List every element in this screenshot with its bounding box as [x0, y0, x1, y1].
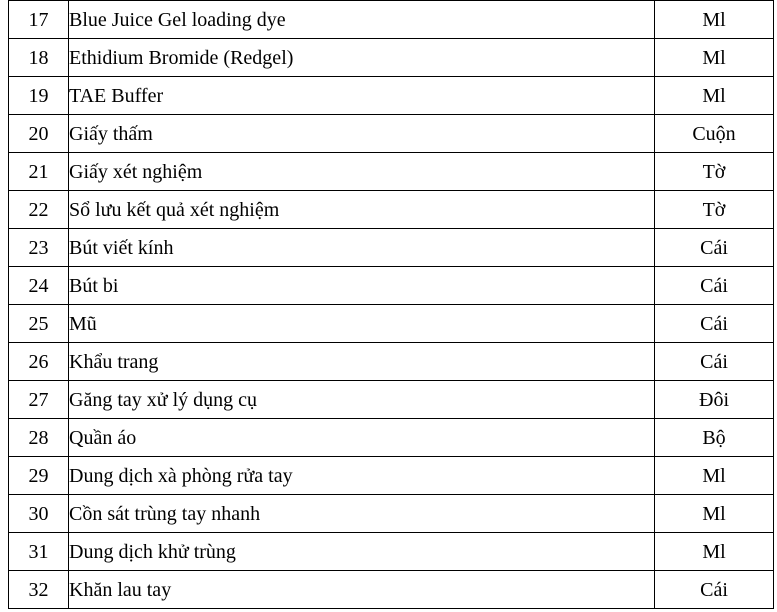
- item-name-cell: Găng tay xử lý dụng cụ: [69, 381, 655, 419]
- row-number-cell: 20: [9, 115, 69, 153]
- unit-cell: Cái: [655, 571, 774, 609]
- item-name-cell: Blue Juice Gel loading dye: [69, 1, 655, 39]
- unit-cell: Đôi: [655, 381, 774, 419]
- unit-cell: Ml: [655, 495, 774, 533]
- table-row: [9, 457, 774, 495]
- row-number-cell: 27: [9, 381, 69, 419]
- item-name-cell: Khẩu trang: [69, 343, 655, 381]
- unit-cell: Tờ: [655, 191, 774, 229]
- row-number-cell: 29: [9, 457, 69, 495]
- table-row: [9, 419, 774, 457]
- row-number-cell: 22: [9, 191, 69, 229]
- row-number-cell: 30: [9, 495, 69, 533]
- item-name-cell: Khăn lau tay: [69, 571, 655, 609]
- table-row: [9, 229, 774, 267]
- unit-cell: Cái: [655, 305, 774, 343]
- item-name-cell: Giấy thấm: [69, 115, 655, 153]
- item-name-cell: Quần áo: [69, 419, 655, 457]
- row-number-cell: 17: [9, 1, 69, 39]
- row-number-cell: 28: [9, 419, 69, 457]
- row-number-cell: 24: [9, 267, 69, 305]
- unit-cell: Ml: [655, 1, 774, 39]
- table-row: [9, 533, 774, 571]
- item-name-cell: Cồn sát trùng tay nhanh: [69, 495, 655, 533]
- row-number-cell: 26: [9, 343, 69, 381]
- row-number-cell: 18: [9, 39, 69, 77]
- supplies-table-body: [9, 1, 774, 609]
- row-number-cell: 21: [9, 153, 69, 191]
- supplies-table: [8, 0, 774, 609]
- item-name-cell: TAE Buffer: [69, 77, 655, 115]
- item-name-cell: Sổ lưu kết quả xét nghiệm: [69, 191, 655, 229]
- table-row: [9, 267, 774, 305]
- item-name-cell: Bút bi: [69, 267, 655, 305]
- table-row: [9, 191, 774, 229]
- table-row: [9, 343, 774, 381]
- row-number-cell: 19: [9, 77, 69, 115]
- row-number-cell: 25: [9, 305, 69, 343]
- unit-cell: Cái: [655, 229, 774, 267]
- table-row: [9, 571, 774, 609]
- unit-cell: Cuộn: [655, 115, 774, 153]
- item-name-cell: Mũ: [69, 305, 655, 343]
- table-row: [9, 77, 774, 115]
- unit-cell: Ml: [655, 457, 774, 495]
- unit-cell: Ml: [655, 77, 774, 115]
- table-row: [9, 305, 774, 343]
- unit-cell: Ml: [655, 533, 774, 571]
- table-row: [9, 115, 774, 153]
- table-row: [9, 381, 774, 419]
- item-name-cell: Dung dịch xà phòng rửa tay: [69, 457, 655, 495]
- item-name-cell: Giấy xét nghiệm: [69, 153, 655, 191]
- unit-cell: Cái: [655, 267, 774, 305]
- item-name-cell: Dung dịch khử trùng: [69, 533, 655, 571]
- table-row: [9, 495, 774, 533]
- unit-cell: Tờ: [655, 153, 774, 191]
- unit-cell: Bộ: [655, 419, 774, 457]
- table-row: [9, 1, 774, 39]
- row-number-cell: 23: [9, 229, 69, 267]
- item-name-cell: Ethidium Bromide (Redgel): [69, 39, 655, 77]
- item-name-cell: Bút viết kính: [69, 229, 655, 267]
- unit-cell: Cái: [655, 343, 774, 381]
- table-row: [9, 153, 774, 191]
- row-number-cell: 32: [9, 571, 69, 609]
- unit-cell: Ml: [655, 39, 774, 77]
- row-number-cell: 31: [9, 533, 69, 571]
- table-row: [9, 39, 774, 77]
